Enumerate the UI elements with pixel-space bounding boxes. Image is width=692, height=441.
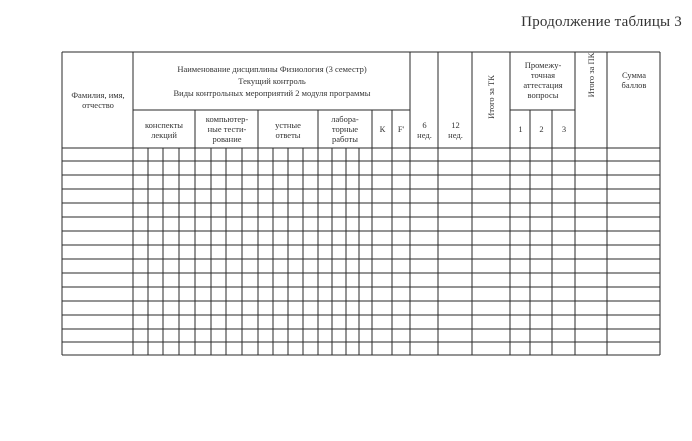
current-control-title: Текущий контроль [238,76,306,86]
sum-points-header: Сумма баллов [621,70,647,90]
col-computer-tests-header: компьютер- ные тести- рование [205,114,249,144]
total-tk-header: Итого за ТК [486,75,496,119]
col-week6-header: 6 нед. [417,120,432,140]
interim-attestation-header: Промежу- точная аттестация вопросы [523,60,563,100]
col-k-header: К [379,124,386,134]
interim-q2: 2 [539,124,544,134]
discipline-title: Наименование дисциплины Физиология (3 семестр) [177,64,367,74]
total-pk-header: Итого за ПК [586,52,596,98]
activities-title: Виды контрольных мероприятий 2 модуля программы [173,88,371,98]
student-name-header: Фамилия, имя, отчество [71,90,125,110]
col-week12-header: 12 нед. [448,120,463,140]
col-oral-header: устные ответы [275,120,301,140]
interim-q1: 1 [518,124,523,134]
col-lab-header: лабора- торные работы [331,114,359,144]
table-continuation-caption: Продолжение таблицы 3 [521,14,682,30]
col-f-header: F' [397,124,405,134]
interim-q3: 3 [561,124,567,134]
col-lectures-header: конспекты лекций [144,120,184,140]
